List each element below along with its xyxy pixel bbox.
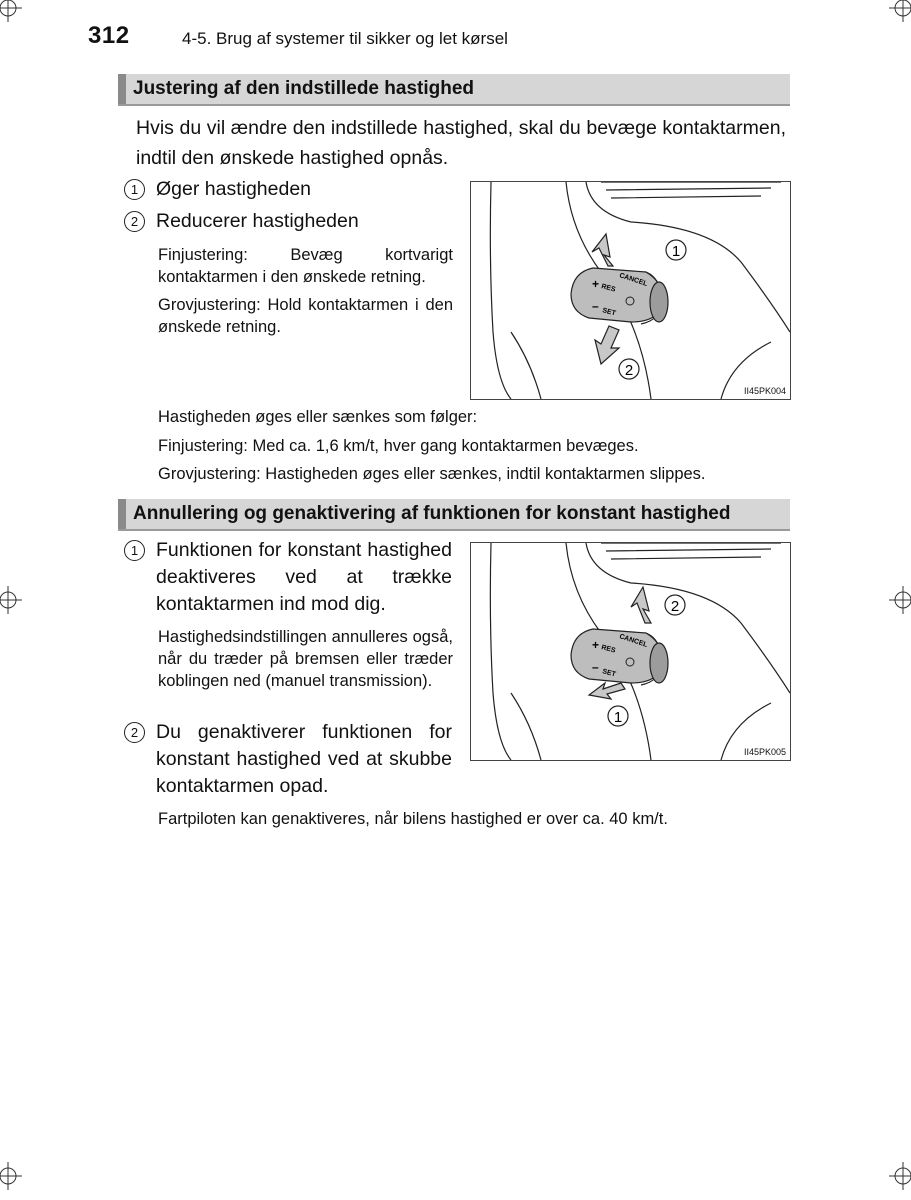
section-heading-text: Annullering og genaktivering af funktionen for konstant hastighed bbox=[133, 503, 731, 524]
footnote-text: Fartpiloten kan genaktiveres, når bilens hastighed er over ca. 40 km/t. bbox=[158, 810, 668, 828]
figure-code: II45PK004 bbox=[743, 386, 786, 396]
list-item-text: Øger hastigheden bbox=[156, 178, 312, 200]
coarse-adjust-text: Grovjustering: Hold kontaktarmen i den ønskede retning. bbox=[158, 296, 453, 336]
step-number-badge: 1 bbox=[124, 179, 145, 200]
section-heading-accent bbox=[118, 499, 126, 529]
section-heading-adjust-speed bbox=[118, 74, 790, 106]
callout-2: 2 bbox=[624, 362, 634, 379]
registration-mark-icon bbox=[0, 1162, 22, 1190]
callout-1: 1 bbox=[671, 243, 681, 260]
note-text: Finjustering: Med ca. 1,6 km/t, hver gang kontaktarmen bevæges. bbox=[158, 437, 639, 455]
minus-label: – bbox=[592, 299, 599, 313]
list-item-text: Funktionen for konstant hastighed deaktiveres ved at trække kontaktarmen ind mod dig. bbox=[156, 539, 452, 615]
arrow-up-icon bbox=[592, 234, 613, 266]
registration-mark-icon bbox=[889, 0, 911, 22]
set-label: SET bbox=[601, 307, 617, 318]
figure-cruise-lever-adjust bbox=[470, 181, 791, 400]
callout-2: 2 bbox=[670, 598, 680, 615]
list-item bbox=[124, 208, 359, 235]
cancel-note-text: Hastighedsindstillingen annulleres også, når du træder på bremsen eller træder koblingen ned (manuel transmission). bbox=[158, 628, 453, 690]
step-number-badge: 2 bbox=[124, 211, 145, 232]
section-heading-text: Justering af den indstillede hastighed bbox=[133, 78, 474, 99]
cruise-lever-illustration bbox=[471, 543, 790, 760]
note-text: Grovjustering: Hastigheden øges eller sænkes, indtil kontaktarmen slippes. bbox=[158, 465, 706, 483]
step-number-badge: 1 bbox=[124, 540, 145, 561]
list-item bbox=[124, 719, 452, 800]
arrow-up-icon bbox=[631, 587, 651, 623]
cancel-label: CANCEL bbox=[618, 633, 649, 649]
figure-code: II45PK005 bbox=[743, 747, 786, 757]
list-item bbox=[124, 537, 452, 618]
section-heading-accent bbox=[118, 74, 126, 104]
plus-label: + bbox=[592, 277, 600, 291]
cancel-label: CANCEL bbox=[618, 272, 649, 288]
minus-label: – bbox=[592, 660, 599, 674]
res-label: RES bbox=[600, 644, 617, 655]
chapter-title: 4-5. Brug af systemer til sikker og let kørsel bbox=[182, 29, 508, 48]
registration-mark-icon bbox=[0, 0, 22, 22]
figure-cruise-lever-cancel bbox=[470, 542, 791, 761]
step-number-badge: 2 bbox=[124, 722, 145, 743]
registration-mark-icon bbox=[889, 586, 911, 614]
page-number: 312 bbox=[88, 22, 130, 49]
note-text: Hastigheden øges eller sænkes som følger: bbox=[158, 408, 478, 426]
cruise-lever-illustration bbox=[471, 182, 790, 399]
set-label: SET bbox=[601, 668, 617, 679]
registration-mark-icon bbox=[0, 586, 22, 614]
plus-label: + bbox=[592, 638, 600, 652]
fine-adjust-text: Finjustering: Bevæg kortvarigt kontaktarmen i den ønskede retning. bbox=[158, 246, 453, 286]
list-item bbox=[124, 176, 311, 203]
list-item-text: Reducerer hastigheden bbox=[156, 210, 359, 232]
res-label: RES bbox=[600, 283, 617, 294]
registration-mark-icon bbox=[889, 1162, 911, 1190]
list-item-text: Du genaktiverer funktionen for konstant hastighed ved at skubbe kontaktarmen opad. bbox=[156, 721, 452, 797]
arrow-down-icon bbox=[595, 326, 619, 364]
section1-intro: Hvis du vil ændre den indstillede hastighed, skal du bevæge kontaktarmen, indtil den ønskede hastighed opnås. bbox=[136, 117, 786, 169]
arrow-toward-driver-icon bbox=[589, 683, 625, 699]
section-heading-cancel-resume bbox=[118, 499, 790, 531]
callout-1: 1 bbox=[613, 709, 623, 726]
